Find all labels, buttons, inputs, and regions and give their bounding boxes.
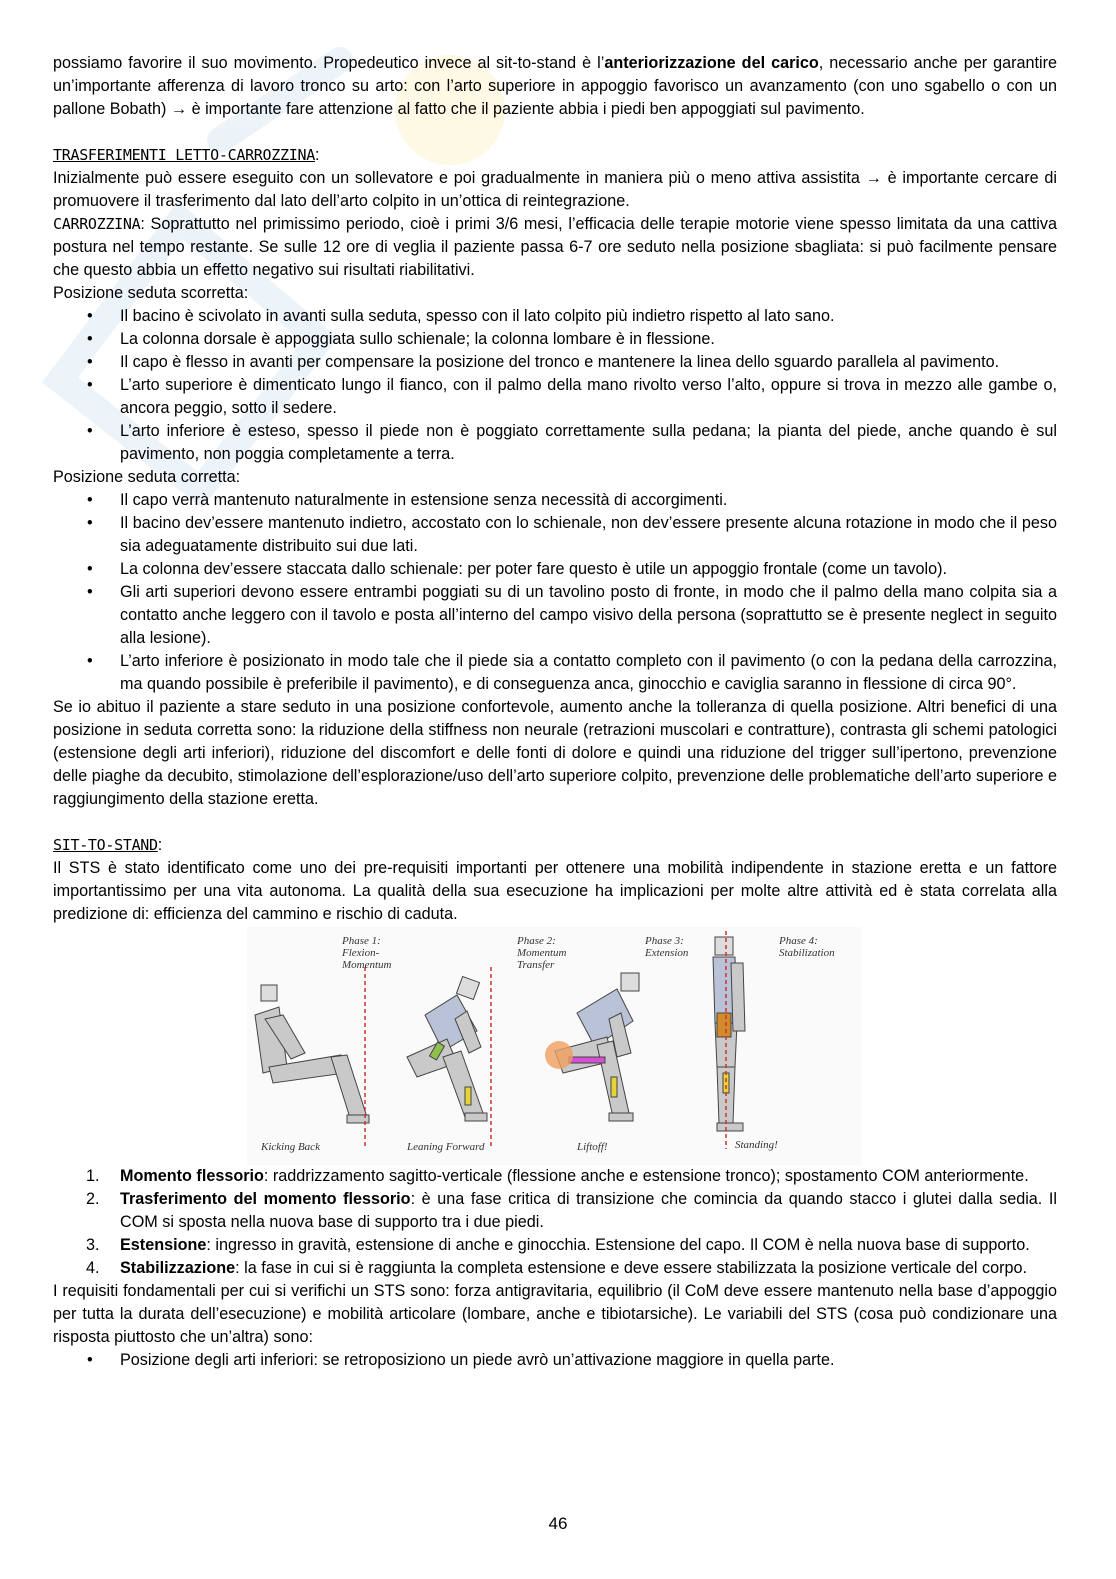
wheelchair-paragraph: CARROZZINA: Soprattutto nel primissimo periodo, cioè i primi 3/6 mesi, l’efficacia delle terapie motorie viene spesso limitata da una cattiva postura nel tempo restante. Se sulle 12 ore di veglia il paziente passa 6-7 ore seduto nella posizione sbagliata: si può facilmente pensare che questo abbia un effetto negativo sui risultati riabilitativi. (53, 215, 1057, 279)
phase-1-label: Phase 1: Flexion- Momentum (342, 935, 392, 971)
caption-leaning-forward: Leaning Forward (407, 1141, 485, 1153)
caption-kicking-back: Kicking Back (261, 1141, 320, 1153)
right-posture-list (53, 489, 1057, 696)
requirements-paragraph: I requisiti fondamentali per cui si verifichi un STS sono: forza antigravitaria, equilibrio (il CoM deve essere mantenuto nella base d’appoggio per tutta la durata dell’esecuzione) e mobilità articolare (lombare, anche e tibiotarsiche). Le variabili del STS (cosa può condizionare una risposta piuttosto che un’altra) sono: (53, 1282, 1057, 1346)
list-item: • Posizione degli arti inferiori: se retroposiziono un piede avrò un’attivazione maggiore in quella parte. (53, 1349, 1057, 1372)
phase-2-label: Phase 2: Momentum Transfer (517, 935, 567, 971)
caption-standing: Standing! (735, 1139, 778, 1151)
transfers-heading-line: TRASFERIMENTI LETTO-CARROZZINA: (53, 146, 320, 164)
document-page (53, 52, 1057, 1372)
list-item: • La colonna dev’essere staccata dallo schienale: per poter fare questo è utile un appoggio frontale (come un tavolo). (53, 558, 1057, 581)
right-posture-title: Posizione seduta corretta: (53, 468, 241, 486)
list-item: • Gli arti superiori devono essere entrambi poggiati su di un tavolino posto di fronte, in modo che il palmo della mano colpita sia a contatto anche leggero con il tavolo e posta all’interno del campo visivo della persona (soprattutto se è presente neglect in seguito alla lesione). (53, 581, 1057, 650)
phase-3-label: Phase 3: Extension (645, 935, 689, 959)
list-item: • L’arto superiore è dimenticato lungo il fianco, con il palmo della mano rivolto verso l’alto, oppure si trova in mezzo alle gambe o, ancora peggio, sotto il sedere. (53, 374, 1057, 420)
variables-list (53, 1349, 1057, 1372)
list-item: 1. Momento flessorio: raddrizzamento sagitto-verticale (flessione anche e estensione tronco); spostamento COM anteriormente. (86, 1167, 1029, 1185)
list-item: • Il capo verrà mantenuto naturalmente in estensione senza necessità di accorgimenti. (53, 489, 1057, 512)
caption-liftoff: Liftoff! (577, 1141, 608, 1153)
list-item: 4. Stabilizzazione: la fase in cui si è raggiunta la completa estensione e deve essere stabilizzata la posizione verticale del corpo. (86, 1259, 1027, 1277)
page-number: 46 (548, 1514, 568, 1533)
list-item: • Il bacino è scivolato in avanti sulla seduta, spesso con il lato colpito più indietro rispetto al lato sano. (53, 305, 1057, 328)
transfers-paragraph: Inizialmente può essere eseguito con un sollevatore e poi gradualmente in maniera più o meno attiva assistita → è importante cercare di promuovere il trasferimento dal lato dell’arto colpito in un’ottica di reintegrazione. (53, 169, 1057, 210)
list-item: • Il bacino dev’essere mantenuto indietro, accostato con lo schienale, non dev’essere presente alcuna rotazione in modo che il peso sia adeguatamente distribuito sui due lati. (53, 512, 1057, 558)
intro-paragraph: possiamo favorire il suo movimento. Propedeutico invece al sit-to-stand è l’anteriorizzazione del carico, necessario anche per garantire un’importante afferenza di lavoro tronco su arto: con l’arto superiore in appoggio favorisco un avanzamento (con uno sgabello o con un pallone Bobath) → è importante fare attenzione al fatto che il paziente abbia i piedi ben appoggiati sul pavimento. (53, 54, 1057, 118)
benefits-paragraph: Se io abituo il paziente a stare seduto in una posizione confortevole, aumento anche la tolleranza di quella posizione. Altri benefici di una posizione in seduta corretta sono: la riduzione della stiffness non neurale (retrazioni muscolari e contratture), contrasta gli schemi patologici (estensione degli arti inferiori), riduzione del discomfort e delle fonti di dolore e quindi una riduzione del trigger sull’ipertono, prevenzione delle piaghe da decubito, stimolazione dell’esplorazione/uso dell’arto superiore colpito, prevenzione delle problematiche dell’arto superiore e raggiungimento della stazione eretta. (53, 698, 1057, 808)
list-item: • Il capo è flesso in avanti per compensare la posizione del tronco e mantenere la linea dello sguardo parallela al pavimento. (53, 351, 1057, 374)
list-item: 2. Trasferimento del momento flessorio: è una fase critica di transizione che comincia da quando stacco i glutei dalla sedia. Il COM si sposta nella nuova base di supporto tra i due piedi. (86, 1190, 1057, 1231)
wrong-posture-list (53, 305, 1057, 466)
list-item: • L’arto inferiore è esteso, spesso il piede non è poggiato correttamente sulla pedana; la pianta del piede, anche quando è sul pavimento, non poggia completamente a terra. (53, 420, 1057, 466)
sit-to-stand-figure (247, 927, 861, 1165)
list-item: 3. Estensione: ingresso in gravità, estensione di anche e ginocchia. Estensione del capo. Il COM è nella nuova base di supporto. (86, 1236, 1030, 1254)
sts-heading-line: SIT-TO-STAND: (53, 836, 163, 854)
sts-phases-list (53, 1165, 1057, 1280)
phase-4-label: Phase 4: Stabilization (779, 935, 835, 959)
list-item: • L’arto inferiore è posizionato in modo tale che il piede sia a contatto completo con il pavimento (o con la pedana della carrozzina, ma quando possibile è preferibile il pavimento), e di conseguenza anca, ginocchio e caviglia saranno in flessione di circa 90°. (53, 650, 1057, 696)
wrong-posture-title: Posizione seduta scorretta: (53, 284, 249, 302)
transfers-heading: TRASFERIMENTI LETTO-CARROZZINA (53, 146, 315, 164)
sts-paragraph: Il STS è stato identificato come uno dei pre-requisiti importanti per ottenere una mobilità indipendente in stazione eretta e un fattore importantissimo per una vita autonoma. La qualità della sua esecuzione ha implicazioni per molte altre attività ed è stata correlata alla predizione di: efficienza del cammino e rischio di caduta. (53, 859, 1057, 923)
list-item: • La colonna dorsale è appoggiata sullo schienale; la colonna lombare è in flessione. (53, 328, 1057, 351)
wheelchair-term: CARROZZINA (53, 215, 141, 233)
sts-heading: SIT-TO-STAND (53, 836, 158, 854)
